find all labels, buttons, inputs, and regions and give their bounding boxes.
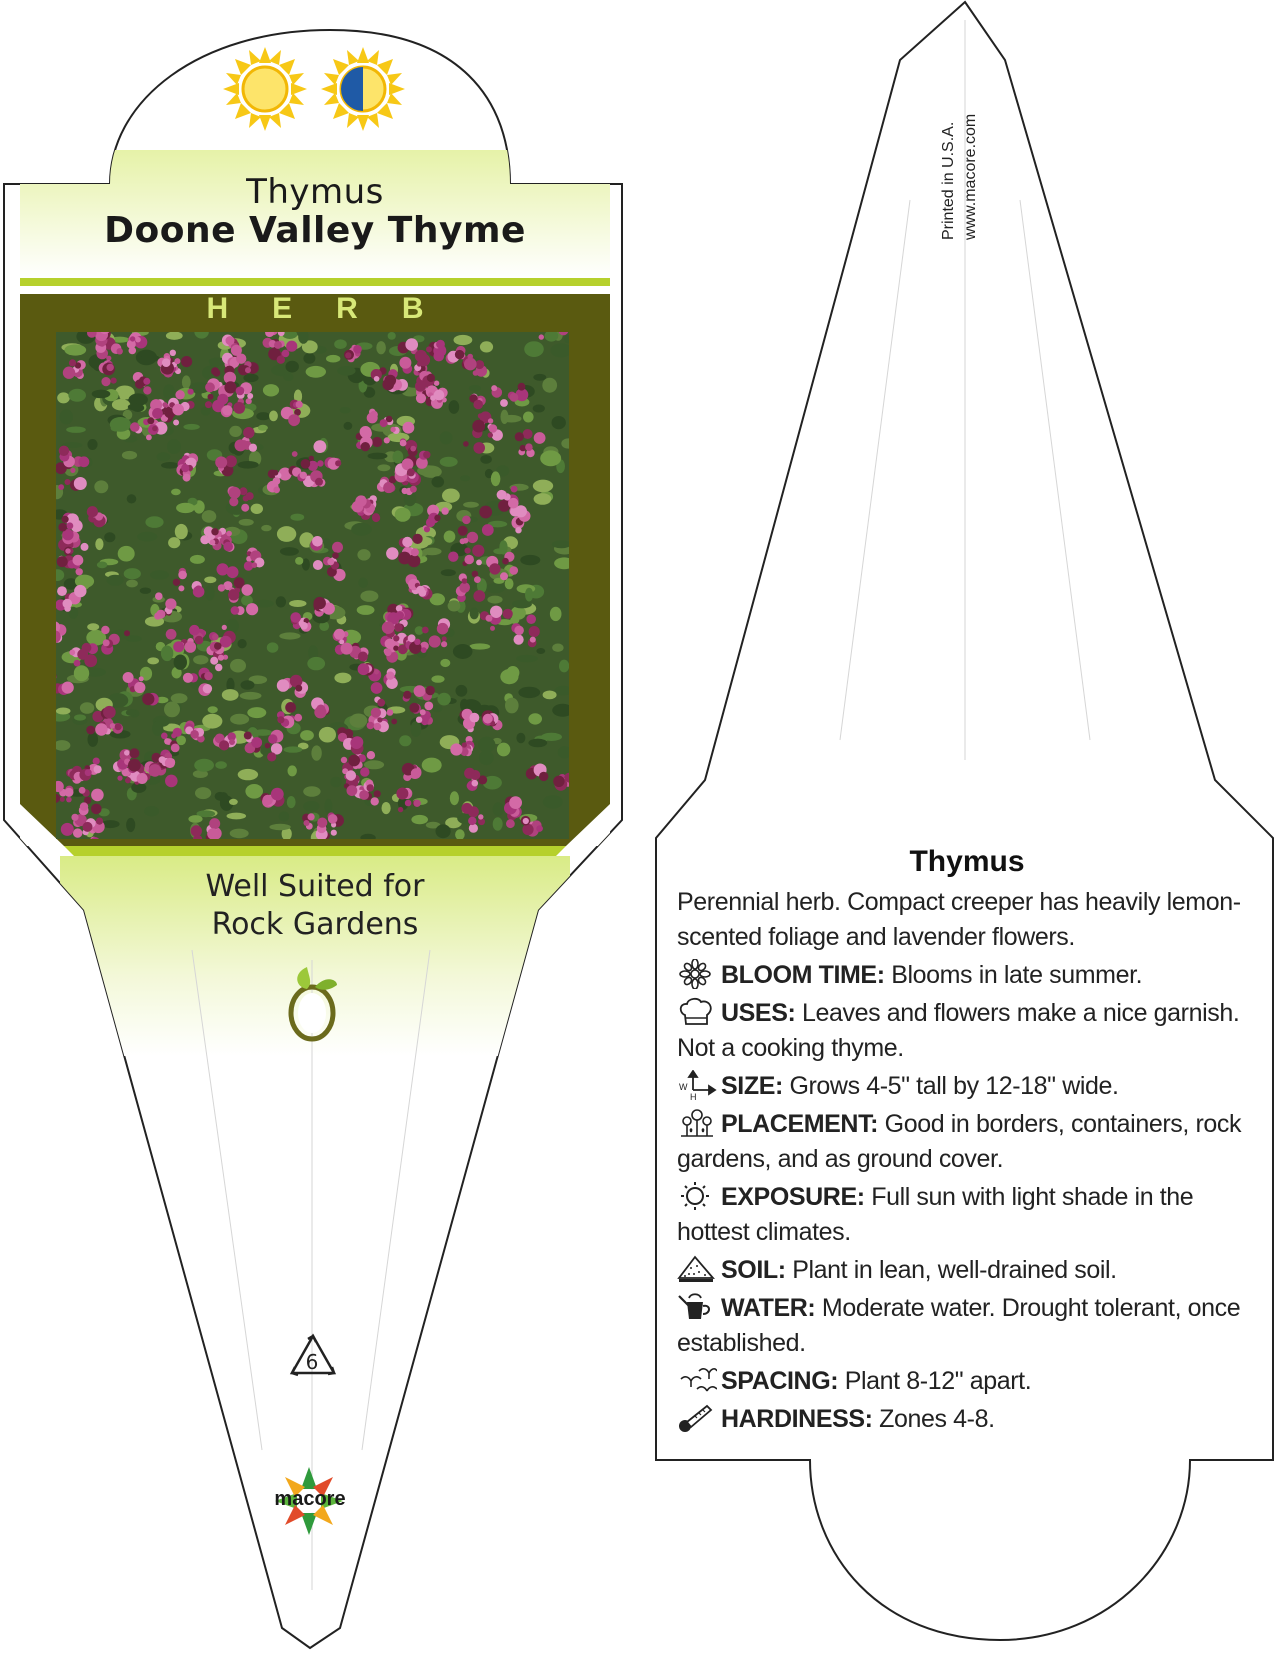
chef-hat-icon [677, 997, 717, 1027]
full-sun-icon [220, 44, 310, 134]
tagline-line-2: Rock Gardens [211, 907, 419, 942]
placement-label: PLACEMENT: [721, 1110, 879, 1138]
attribute-water [677, 1291, 1257, 1361]
attribute-size [677, 1069, 1257, 1104]
attribute-bloom-time [677, 958, 1257, 993]
attribute-exposure [677, 1180, 1257, 1250]
attribute-spacing [677, 1364, 1257, 1399]
attribute-hardiness [677, 1402, 1257, 1437]
hardiness-label: HARDINESS: [721, 1405, 873, 1433]
water-value: Moderate water. Drought tolerant, once established. [677, 1294, 1241, 1357]
tagline [170, 868, 460, 944]
size-label: SIZE: [721, 1072, 783, 1100]
soil-icon [677, 1254, 717, 1284]
front-tag [4, 30, 622, 1648]
spacing-icon [677, 1365, 717, 1395]
spacing-label: SPACING: [721, 1367, 839, 1395]
back-title: Thymus [909, 845, 1025, 878]
genus-name: Thymus [246, 172, 384, 212]
recycle-code: 6 [305, 1350, 319, 1374]
attribute-soil [677, 1253, 1257, 1288]
attribute-uses [677, 996, 1257, 1066]
imprint-line-2: www.macore.com [962, 113, 979, 240]
size-arrows-icon [677, 1070, 717, 1100]
soil-label: SOIL: [721, 1256, 786, 1284]
placement-value: Good in borders, containers, rock gardens, and as ground cover. [677, 1110, 1242, 1173]
spacing-value: Plant 8-12" apart. [844, 1367, 1032, 1395]
uses-label: USES: [721, 999, 796, 1027]
water-label: WATER: [721, 1294, 816, 1322]
exposure-value: Full sun with light shade in the hottest climates. [677, 1183, 1194, 1246]
watering-can-icon [677, 1292, 717, 1322]
soil-value: Plant in lean, well-drained soil. [792, 1256, 1117, 1284]
exposure-label: EXPOSURE: [721, 1183, 865, 1211]
size-value: Grows 4-5" tall by 12-18" wide. [789, 1072, 1119, 1100]
svg-text:W: W [679, 1082, 688, 1092]
part-sun-icon [318, 44, 408, 134]
imprint [940, 40, 979, 240]
tagline-line-1: Well Suited for [205, 869, 425, 904]
placement-plants-icon [677, 1108, 717, 1138]
bloom-time-label: BLOOM TIME: [721, 961, 885, 989]
attribute-placement [677, 1107, 1257, 1177]
common-name: Doone Valley Thyme [104, 210, 526, 251]
imprint-line-1: Printed in U.S.A. [940, 121, 957, 240]
flower-icon [677, 959, 717, 989]
bloom-time-value: Blooms in late summer. [891, 961, 1143, 989]
uses-value: Leaves and flowers make a nice garnish. Not a cooking thyme. [677, 999, 1240, 1062]
hardiness-value: Zones 4-8. [879, 1405, 995, 1433]
svg-text:H: H [690, 1092, 697, 1100]
sun-outline-icon [677, 1181, 717, 1211]
thermometer-icon [677, 1403, 717, 1433]
category-label: HERB [206, 292, 468, 325]
care-instructions [677, 845, 1257, 1437]
leaf-seed-icon [285, 965, 341, 1043]
plant-description: Perennial herb. Compact creeper has heavily lemon-scented foliage and lavender flowers. [677, 888, 1241, 951]
flower-photo [56, 332, 569, 839]
brand-name: macore [274, 1488, 346, 1510]
